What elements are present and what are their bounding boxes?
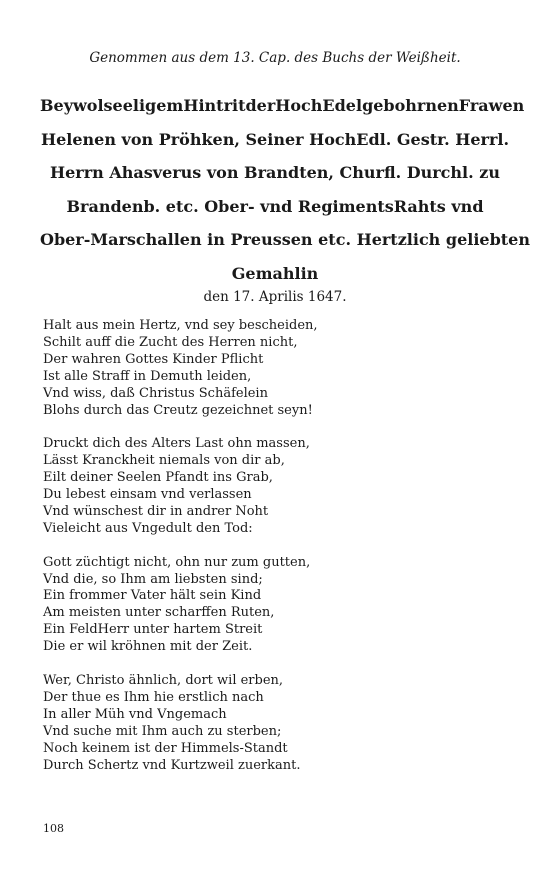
verse-line: Wer, Christo ähnlich, dort wil erben, (43, 672, 284, 688)
verse-line: Am meisten unter scharffen Ruten, (43, 605, 275, 621)
poem-heading (40, 89, 530, 290)
verse-line: Eilt deiner Seelen Pfandt ins Grab, (43, 470, 273, 486)
verse-line: Der thue es Ihm hie erstlich nach (43, 689, 264, 705)
source-note: Genommen aus dem 13. Cap. des Buchs der Weißheit. (89, 50, 461, 66)
date-line: den 17. Aprilis 1647. (203, 289, 347, 305)
verse-line: Die er wil kröhnen mit der Zeit. (43, 639, 253, 655)
stanza-2 (43, 436, 513, 537)
verse-line: Vnd die, so Ihm am liebsten sind; (43, 571, 263, 587)
stanza-1 (43, 318, 513, 419)
heading-line: Gemahlin (231, 263, 319, 283)
heading-line: Brandenb. etc. Ober- vnd RegimentsRahts vnd (66, 196, 484, 216)
verse-line: Durch Schertz vnd Kurtzweil zuerkant. (43, 757, 301, 773)
verse-line: Noch keinem ist der Himmels-Standt (43, 740, 288, 756)
verse-line: Gott züchtigt nicht, ohn nur zum gutten, (43, 554, 311, 570)
stanza-3 (43, 555, 513, 656)
verse-line: Vnd suche mit Ihm auch zu sterben; (43, 723, 282, 739)
verse-line: Blohs durch das Creutz gezeichnet seyn! (43, 402, 313, 418)
verse-line: Der wahren Gottes Kinder Pflicht (43, 351, 264, 367)
poem-body (43, 318, 513, 791)
stanza-4 (43, 673, 513, 774)
verse-line: Ein frommer Vater hält sein Kind (43, 588, 262, 604)
verse-line: Lässt Kranckheit niemals von dir ab, (43, 453, 285, 469)
verse-line: Vieleicht aus Vngedult den Tod: (43, 520, 253, 536)
verse-line: Halt aus mein Hertz, vnd sey bescheiden, (43, 318, 318, 333)
verse-line: Schilt auff die Zucht des Herren nicht, (43, 334, 298, 350)
verse-line: Druckt dich des Alters Last ohn massen, (43, 436, 310, 452)
page-number: 108 (43, 822, 64, 835)
heading-line: Herrn Ahasverus von Brandten, Churfl. Durchl. zu (49, 163, 500, 182)
verse-line: Ist alle Straff in Demuth leiden, (43, 368, 252, 384)
heading-line: Helenen von Pröhken, Seiner HochEdl. Gestr. Herrl. (40, 129, 510, 149)
verse-line: Vnd wünschest dir in andrer Noht (43, 503, 269, 519)
verse-line: In aller Müh vnd Vngemach (43, 706, 227, 722)
verse-line: Vnd wiss, daß Christus Schäfelein (43, 385, 268, 401)
verse-line: Du lebest einsam vnd verlassen (43, 487, 252, 503)
heading-line: BeywolseeligemHintritderHochEdelgebohrnenFrawen (40, 96, 525, 115)
heading-line: Ober-Marschallen in Preussen etc. Hertzlich geliebten (40, 230, 530, 249)
verse-line: Ein FeldHerr unter hartem Streit (43, 622, 263, 638)
